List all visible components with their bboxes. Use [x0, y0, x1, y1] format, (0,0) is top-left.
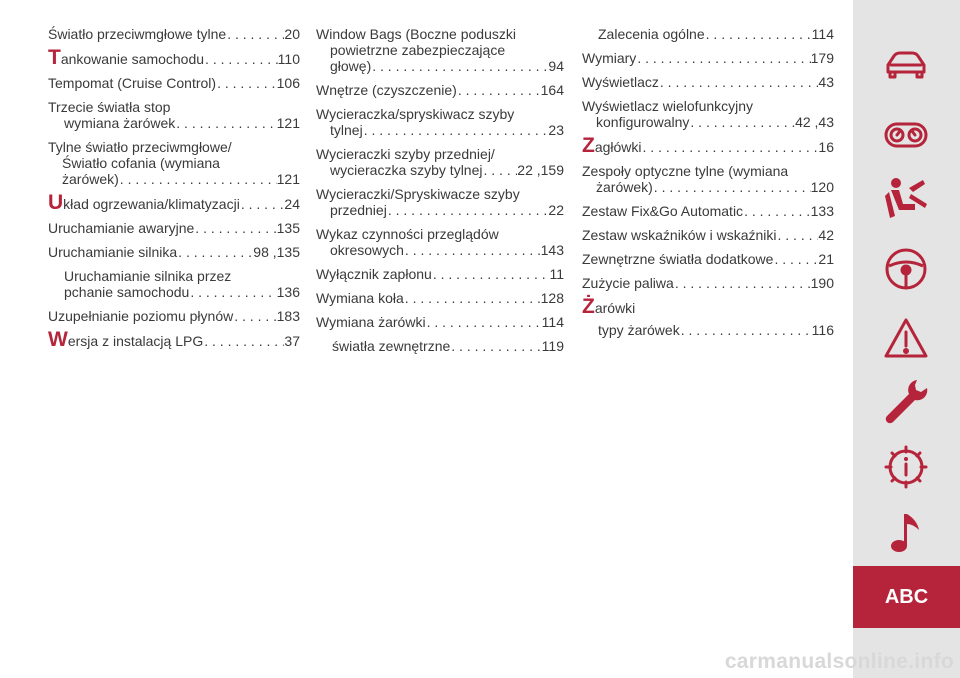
index-entry: Uruchamianie silnika przez pchanie samochodu . . . 136 — [48, 268, 300, 300]
page-number[interactable]: 42 — [818, 227, 834, 243]
index-entry: Zagłówki . . . 16 — [582, 138, 834, 155]
index-entry: Wyświetlacz . . . 43 — [582, 74, 834, 90]
index-entry: Uzupełnianie poziomu płynów . . . 183 — [48, 308, 300, 324]
index-entry: Tylne światło przeciwmgłowe/ Światło cofania (wymiana żarówek) . . . 121 — [48, 139, 300, 187]
index-entry: Wycieraczki szyby przedniej/ wycieraczka szyby tylnej . . . 22 ,159 — [316, 146, 564, 178]
gear-info-icon[interactable] — [883, 444, 929, 490]
page-number[interactable]: 179 — [810, 50, 834, 66]
index-entry: Zużycie paliwa . . . 190 — [582, 275, 834, 291]
index-entry: Wymiary . . . 179 — [582, 50, 834, 66]
tab-abc-index[interactable] — [853, 566, 960, 628]
index-entry: Tempomat (Cruise Control) . . . 106 — [48, 75, 300, 91]
page-number[interactable]: 136 — [276, 284, 300, 300]
index-entry: Uruchamianie silnika . . . 98 ,135 — [48, 244, 300, 260]
dashboard-gauges-icon[interactable] — [883, 112, 929, 158]
page-number[interactable]: 42 ,43 — [795, 114, 834, 130]
index-entry: Wymiana koła . . . 128 — [316, 290, 564, 306]
index-entry: światła zewnętrzne . . . 119 — [316, 338, 564, 354]
index-entry: Trzecie światła stop wymiana żarówek . . . 121 — [48, 99, 300, 131]
steering-wheel-icon[interactable] — [883, 246, 929, 292]
page-number[interactable]: 121 — [276, 171, 300, 187]
page-number[interactable]: 110 — [277, 51, 300, 67]
page-number[interactable]: 11 — [549, 266, 564, 282]
index-entry: Tankowanie samochodu . . . 110 — [48, 50, 300, 67]
page-number[interactable]: 114 — [541, 314, 564, 330]
index-column-2 — [316, 26, 564, 362]
warning-triangle-icon[interactable] — [883, 316, 929, 362]
section-letter: U — [48, 191, 64, 214]
index-entry: Zespoły optyczne tylne (wymiana żarówek) . . . 120 — [582, 163, 834, 195]
index-entry: Wersja z instalacją LPG . . . 37 — [48, 332, 300, 349]
page-number[interactable]: 183 — [276, 308, 300, 324]
index-entry: Wyświetlacz wielofunkcyjny konfigurowalny . . . 42 ,43 — [582, 98, 834, 130]
index-entry: Żarówki typy żarówek . . . 116 — [582, 299, 834, 338]
page-number[interactable]: 143 — [540, 242, 564, 258]
index-entry: Światło przeciwmgłowe tylne . . . 20 — [48, 26, 300, 42]
index-entry: Wnętrze (czyszczenie) . . . 164 — [316, 82, 564, 98]
page-number[interactable]: 190 — [810, 275, 834, 291]
page-number[interactable]: 22 ,159 — [517, 162, 564, 178]
page-number[interactable]: 22 — [548, 202, 564, 218]
seat-passenger-icon[interactable] — [883, 176, 929, 222]
page-number[interactable]: 121 — [276, 115, 300, 131]
index-column-3 — [582, 26, 834, 346]
index-entry: Uruchamianie awaryjne . . . 135 — [48, 220, 300, 236]
page-number[interactable]: 133 — [810, 203, 834, 219]
page-number[interactable]: 114 — [811, 26, 834, 42]
index-entry: Zalecenia ogólne . . . 114 — [582, 26, 834, 42]
section-letter: W — [48, 328, 68, 351]
watermark: carmanualsonline.info — [724, 650, 954, 673]
page-number[interactable]: 21 — [818, 251, 834, 267]
page-number[interactable]: 24 — [284, 196, 300, 212]
section-letter: Ż — [582, 295, 595, 318]
index-entry: Wycieraczka/spryskiwacz szyby tylnej . . . 23 — [316, 106, 564, 138]
page-number[interactable]: 106 — [276, 75, 300, 91]
chapter-sidebar — [853, 0, 960, 678]
page-number[interactable]: 135 — [276, 220, 300, 236]
index-entry: Wycieraczki/Spryskiwacze szyby przedniej . . . 22 — [316, 186, 564, 218]
page-number[interactable]: 20 — [284, 26, 300, 42]
page-number[interactable]: 119 — [541, 338, 564, 354]
index-entry: Window Bags (Boczne poduszki powietrzne zabezpieczające głowę) . . . 94 — [316, 26, 564, 74]
page-number[interactable]: 23 — [548, 122, 564, 138]
index-entry: Układ ogrzewania/klimatyzacji . . . 24 — [48, 195, 300, 212]
page-number[interactable]: 116 — [811, 322, 834, 338]
section-letter: Z — [582, 134, 595, 157]
page-number[interactable]: 164 — [540, 82, 564, 98]
page-number[interactable]: 16 — [818, 139, 834, 155]
index-entry: Wyłącznik zapłonu . . . 11 — [316, 266, 564, 282]
page-number[interactable]: 120 — [810, 179, 834, 195]
index-entry: Zestaw wskaźników i wskaźniki . . . 42 — [582, 227, 834, 243]
page-number[interactable]: 128 — [540, 290, 564, 306]
index-entry: Wykaz czynności przeglądów okresowych . . . 143 — [316, 226, 564, 258]
page-number[interactable]: 37 — [284, 333, 300, 349]
page-number[interactable]: 94 — [548, 58, 564, 74]
car-icon[interactable] — [883, 42, 929, 88]
index-entry: Zestaw Fix&Go Automatic . . . 133 — [582, 203, 834, 219]
section-letter: T — [48, 46, 61, 69]
index-column-1 — [48, 26, 300, 357]
page-number[interactable]: 98 ,135 — [253, 244, 300, 260]
tab-abc-label: ABC — [884, 585, 929, 608]
page-number[interactable]: 43 — [818, 74, 834, 90]
wrench-icon[interactable] — [883, 378, 929, 424]
index-entry: Zewnętrzne światła dodatkowe . . . 21 — [582, 251, 834, 267]
index-entry: Wymiana żarówki . . . 114 — [316, 314, 564, 330]
music-note-icon[interactable] — [883, 510, 929, 556]
